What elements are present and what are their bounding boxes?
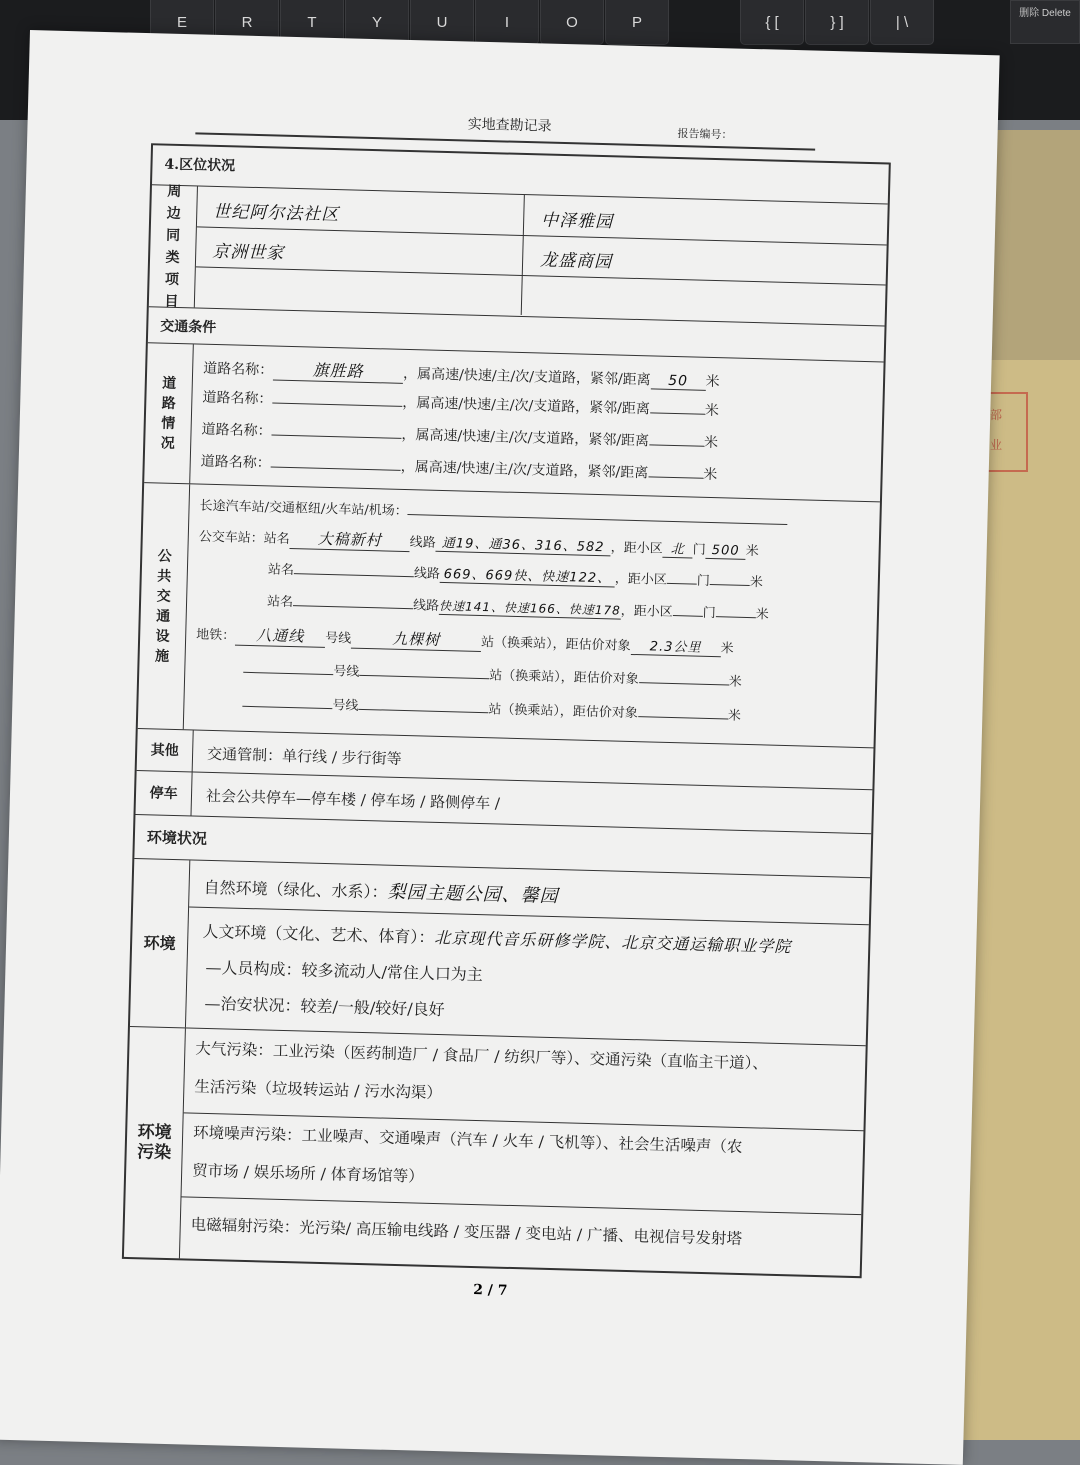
subway-station-label: 站（换乘站），距估价对象 — [488, 702, 639, 722]
nearby-item: 京洲世家 — [211, 241, 285, 264]
road-type-text: ，属高速/快速/主/次/支道路，紧邻/距离 — [400, 458, 649, 482]
road-row — [203, 355, 720, 393]
other-text: 交通管制：单行线 / 步行街等 — [206, 744, 402, 768]
envelope-stamp-bottom: 业 — [990, 438, 1003, 452]
noise-pollution-line1: 环境噪声污染：工业噪声、交通噪声（汽车 / 火车 / 飞机等）、社会生活噪声（农 — [192, 1123, 743, 1157]
subway-line-value — [242, 706, 332, 709]
road-row — [201, 451, 718, 485]
key-r: R — [215, 0, 279, 45]
roads-label: 道路情况 — [144, 343, 194, 483]
road-unit: 米 — [704, 402, 720, 420]
other-label: 其他 — [137, 729, 194, 771]
pollution-block — [124, 1027, 866, 1276]
station-label: 站名 — [267, 562, 295, 579]
nearby-item: 龙盛商园 — [539, 250, 613, 273]
road-name-value — [272, 402, 402, 406]
page-number: 2 / 7 — [472, 1282, 508, 1299]
envelope-stamp-top: 部 — [990, 408, 1003, 422]
cultural-env-label: 人文环境（文化、艺术、体育）： — [202, 921, 435, 947]
road-name-value — [271, 466, 401, 470]
key-backslash: | \ — [870, 0, 934, 45]
bus-station-value: 大稿新村 — [290, 527, 411, 552]
section-traffic-title: 交通条件 — [160, 318, 217, 336]
line-label: 线路 — [409, 535, 436, 551]
parking-text: 社会公共停车—停车楼 / 停车场 / 路侧停车 / — [205, 786, 501, 813]
key-delete: 删除 Delete — [1010, 0, 1080, 44]
road-type-text: ，属高速/快速/主/次/支道路，紧邻/距离 — [402, 394, 651, 418]
subway-station-value: 九棵树 — [351, 627, 482, 652]
road-type-text: ，属高速/快速/主/次/支道路，紧邻/距离 — [402, 365, 651, 389]
form-sheet — [0, 30, 1000, 1465]
distance-label: ，距小区 — [620, 603, 673, 621]
subway-row — [242, 692, 741, 724]
survey-form — [122, 143, 891, 1278]
distance-label: ，距小区 — [610, 540, 663, 557]
key-t: T — [280, 0, 344, 45]
public-transport-block — [138, 483, 880, 748]
subway-line-value: 八通线 — [235, 624, 326, 648]
bus-lines-value: 通19、通36、316、582 — [436, 532, 611, 557]
subway-station-value — [359, 675, 489, 679]
bus-lines-value: 快速141、快速166、快速178 — [438, 598, 621, 618]
bus-lines-value: 669、669快、快速122、 — [440, 563, 615, 588]
long-distance-row — [199, 495, 787, 529]
road-name-label: 道路名称： — [201, 421, 272, 440]
nearby-projects — [149, 185, 888, 326]
key-bracket-right: } ] — [805, 0, 869, 45]
subway-station-label: 站（换乘站），距估价对象 — [489, 668, 639, 688]
road-name-value: 旗胜路 — [273, 356, 404, 383]
gate-label: 门 — [702, 605, 716, 622]
subway-unit: 米 — [728, 674, 742, 690]
bus-unit: 米 — [749, 575, 764, 591]
bus-distance-value — [710, 584, 750, 586]
section-environment-title: 环境状况 — [146, 828, 208, 848]
road-row — [201, 419, 718, 453]
key-o: O — [540, 0, 604, 45]
environment-label: 环境 — [130, 859, 190, 1027]
natural-env-row — [203, 873, 559, 908]
air-pollution-line1: 大气污染：工业污染（医药制造厂 / 食品厂 / 纺织厂等）、交通污染（直临主干道）、 — [195, 1039, 769, 1073]
bus-row — [199, 525, 759, 562]
subway-unit: 米 — [727, 708, 742, 724]
bus-row — [267, 590, 769, 623]
road-unit: 米 — [703, 434, 719, 452]
bus-distance-value: 500 — [705, 543, 745, 560]
key-e: E — [150, 0, 214, 45]
nearby-item: 中泽雅园 — [540, 210, 614, 233]
natural-env-value: 梨园主题公园、馨园 — [387, 881, 559, 908]
cultural-env-row — [202, 919, 791, 957]
cultural-env-value: 北京现代音乐研修学院、北京交通运输职业学院 — [434, 927, 792, 957]
subway-row — [243, 658, 742, 690]
people-row: —人员构成：较多流动人/常住人口为主 — [205, 957, 484, 985]
subway-line-label: 号线 — [332, 698, 359, 714]
subway-distance-value — [638, 716, 728, 719]
bus-label: 公交车站： — [198, 529, 264, 547]
gate-label: 门 — [696, 573, 711, 589]
road-distance-value: 50 — [650, 372, 705, 390]
nearby-item: 世纪阿尔法社区 — [213, 201, 340, 226]
road-type-text: ，属高速/快速/主/次/支道路，紧邻/距离 — [401, 426, 650, 450]
public-transport-label: 公共交通设施 — [138, 483, 190, 729]
road-unit: 米 — [702, 466, 718, 484]
key-i: I — [475, 0, 539, 45]
bus-unit: 米 — [745, 543, 759, 560]
gate-label: 门 — [692, 542, 706, 558]
noise-pollution-line2: 贸市场 / 娱乐场所 / 体育场馆等） — [191, 1161, 425, 1186]
subway-line-label: 号线 — [324, 630, 352, 647]
key-y: Y — [345, 0, 409, 45]
bus-gate-value: 北 — [662, 538, 693, 559]
parking-label: 停车 — [136, 771, 193, 815]
bus-distance-value — [716, 616, 756, 618]
road-name-label: 道路名称： — [202, 360, 274, 379]
bus-station-value — [294, 573, 414, 577]
security-row: —治安状况：较差/一般/较好/良好 — [204, 993, 445, 1020]
road-name-label: 道路名称： — [200, 453, 271, 472]
environment-block — [130, 859, 870, 1046]
air-pollution-line2: 生活污染（垃圾转运站 / 污水沟渠） — [194, 1077, 443, 1103]
bus-gate-value — [673, 615, 703, 617]
line-label: 线路 — [413, 566, 441, 582]
section-location-title: 4.区位状况 — [164, 156, 236, 175]
road-name-label: 道路名称： — [202, 389, 273, 408]
station-label: 站名 — [263, 531, 290, 547]
subway-station-value — [358, 709, 488, 713]
road-distance-value — [650, 412, 705, 414]
radiation-pollution: 电磁辐射污染：光污染/ 高压输电线路 / 变压器 / 变电站 / 广播、电视信号发射塔 — [190, 1215, 743, 1249]
station-label: 站名 — [266, 594, 294, 611]
subway-line-value — [243, 672, 333, 675]
line-label: 线路 — [412, 598, 440, 614]
distance-label: ，距小区 — [614, 571, 668, 588]
subway-row — [196, 623, 734, 659]
subway-label: 地铁： — [196, 627, 236, 644]
page-title: 实地查勘记录 — [467, 116, 552, 135]
road-unit: 米 — [705, 373, 720, 391]
natural-env-label: 自然环境（绿化、水系）： — [203, 877, 388, 902]
long-distance-value — [408, 514, 788, 525]
road-distance-value — [648, 476, 703, 478]
bus-row — [268, 558, 763, 591]
key-bracket-left: { [ — [740, 0, 804, 45]
road-distance-value — [649, 444, 704, 446]
key-u: U — [410, 0, 474, 45]
subway-distance-value: 2.3公里 — [630, 635, 720, 657]
roads-block — [144, 343, 883, 502]
pollution-label: 环境污染 — [124, 1027, 186, 1258]
bus-station-value — [293, 605, 413, 609]
long-distance-label: 长途汽车站/交通枢纽/火车站/机场： — [199, 498, 408, 520]
road-name-value — [271, 434, 401, 438]
road-row — [202, 387, 719, 421]
bus-gate-value — [667, 583, 697, 585]
subway-station-label: 站（换乘站），距估价对象 — [480, 635, 631, 654]
subway-line-label: 号线 — [333, 664, 360, 680]
subway-unit: 米 — [720, 641, 734, 657]
report-number-label: 报告编号： — [677, 126, 733, 142]
subway-distance-value — [639, 682, 729, 685]
nearby-label: 周边同类项目 — [149, 185, 198, 307]
key-p: P — [605, 0, 669, 45]
bus-unit: 米 — [755, 607, 769, 623]
